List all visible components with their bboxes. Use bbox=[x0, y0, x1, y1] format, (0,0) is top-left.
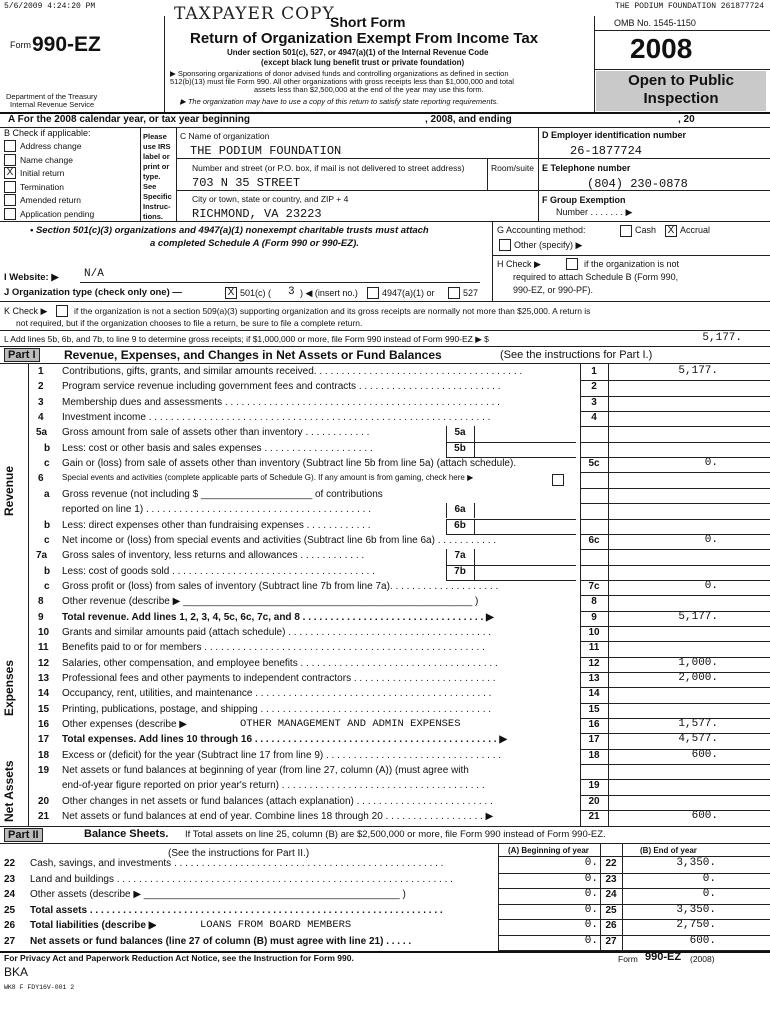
f-label-1: F Group Exemption bbox=[542, 195, 626, 205]
bs-line-number: 22 bbox=[4, 858, 16, 869]
box-number: 11 bbox=[588, 642, 600, 654]
col-b-header: (B) End of year bbox=[640, 846, 697, 855]
c-street-label: Number and street (or P.O. box, if mail is not delivered to street address) bbox=[192, 163, 465, 173]
line-text: Net assets or fund balances at end of year. Combine lines 18 through 20 . . . . . . . . . . . . . . . . . . ▶ bbox=[62, 811, 494, 823]
k-checkbox[interactable] bbox=[56, 305, 68, 317]
h-label-b: if the organization is not bbox=[584, 259, 680, 269]
b-checkbox[interactable] bbox=[4, 140, 16, 152]
amount-value[interactable]: 600. bbox=[691, 810, 718, 823]
org-city[interactable]: RICHMOND, VA 23223 bbox=[192, 207, 322, 221]
line-text: Other revenue (describe ▶ ____________________________________________________ ) bbox=[62, 596, 479, 608]
bs-end-value[interactable]: 3,350. bbox=[676, 903, 716, 916]
line-text: Printing, publications, postage, and shipping . . . . . . . . . . . . . . . . . . . . . . . . . . . . . . . . . . . . . . . . . . bbox=[62, 703, 492, 715]
h-label-3: 990-EZ, or 990-PF). bbox=[513, 285, 594, 295]
row-line bbox=[580, 549, 770, 550]
box-number: 2 bbox=[591, 381, 597, 393]
bs-row-line bbox=[498, 873, 770, 874]
cash-label: Cash bbox=[635, 225, 657, 235]
line-text: Professional fees and other payments to independent contractors . . . . . . . . . . . . . . . . . . . . . . . . . . bbox=[62, 673, 496, 684]
amount-value[interactable]: 600. bbox=[691, 748, 718, 761]
box-number: 8 bbox=[591, 596, 597, 608]
line-text: Benefits paid to or for members . . . . . . . . . . . . . . . . . . . . . . . . . . . . . . . . . . . . . . . . . . . . . . . . . . . bbox=[62, 642, 485, 654]
line-number: 11 bbox=[38, 642, 49, 654]
please-text: label or bbox=[143, 152, 170, 161]
h-label-2: required to attach Schedule B (Form 990, bbox=[513, 272, 679, 282]
line-text: Total expenses. Add lines 10 through 16 . . . . . . . . . . . . . . . . . . . . . . . . . . . . . . . . . . . . . . . . . . . . ▶ bbox=[62, 734, 508, 746]
subtitle-1: Under section 501(c), 527, or 4947(a)(1) of the Internal Revenue Code bbox=[227, 48, 489, 57]
website-label: I Website: ▶ bbox=[4, 272, 59, 283]
line-number: 14 bbox=[38, 688, 50, 700]
please-text: type. bbox=[143, 172, 161, 181]
bs-box-number: 23 bbox=[605, 873, 617, 885]
row-line bbox=[580, 626, 770, 627]
footer-form-number: 990-EZ bbox=[645, 951, 682, 963]
row-line bbox=[580, 718, 770, 719]
amount-value[interactable]: 2,000. bbox=[678, 672, 718, 684]
please-text: use IRS bbox=[143, 142, 171, 151]
row-line bbox=[580, 595, 770, 596]
line-text: Gross revenue (not including $ ____________________ of contributions bbox=[62, 488, 383, 500]
row-line bbox=[580, 779, 770, 780]
b-checkbox[interactable] bbox=[4, 194, 16, 206]
please-text: tions. bbox=[143, 212, 163, 221]
l-label: L Add lines 5b, 6b, and 7b, to line 9 to determine gross receipts; if $1,000,000 or more, file Form 990 instead of Form 990-EZ ▶ $ bbox=[4, 334, 489, 344]
inner-box-number: 5a bbox=[454, 427, 466, 439]
b-item-label: Address change bbox=[20, 141, 82, 151]
form-number: 990-EZ bbox=[32, 33, 101, 56]
bs-line-number: 25 bbox=[4, 904, 16, 916]
row-line bbox=[580, 426, 770, 427]
inner-box-border bbox=[474, 565, 475, 580]
line-text: Contributions, gifts, grants, and similar amounts received. . . . . . . . . . . . . . . . . . . . . . . . . . . . . . . . . . . . . . bbox=[62, 366, 523, 377]
bs-line-number: 26 bbox=[4, 920, 16, 931]
row-line bbox=[580, 764, 770, 765]
bs-line-number: 27 bbox=[4, 935, 16, 947]
omb-number: OMB No. 1545-1150 bbox=[614, 18, 696, 28]
line-number: b bbox=[44, 519, 51, 531]
line-number: 7a bbox=[36, 550, 48, 562]
row-line bbox=[580, 795, 770, 796]
bs-box-number: 26 bbox=[605, 920, 617, 931]
please-text: See bbox=[143, 182, 157, 191]
line-number: 6 bbox=[38, 473, 44, 485]
line-number: c bbox=[44, 580, 50, 592]
bs-beginning-value[interactable]: 0. bbox=[584, 872, 598, 885]
bs-end-value[interactable]: 3,350. bbox=[676, 857, 716, 869]
line-number: 15 bbox=[38, 703, 50, 715]
footer-form-prefix: Form bbox=[618, 954, 638, 964]
f-label-2: Number . . . . . . . ▶ bbox=[556, 207, 633, 217]
inner-box-border bbox=[474, 426, 475, 441]
line-number: c bbox=[44, 534, 50, 546]
please-text: Specific bbox=[143, 192, 172, 201]
c-room-label: Room/suite bbox=[491, 163, 534, 173]
line-text: Less: cost or other basis and sales expenses . . . . . . . . . . . . . . . . . . . . bbox=[62, 442, 373, 454]
row-line bbox=[580, 396, 770, 397]
bs-line-text: Net assets or fund balances (line 27 of column (B) must agree with line 21) . . . . . bbox=[30, 935, 412, 947]
line-text: Total revenue. Add lines 1, 2, 3, 4, 5c, 6c, 7c, and 8 . . . . . . . . . . . . . . . . . . . . . . . . . . . . . . . . . ▶ bbox=[62, 611, 494, 623]
footer-tiny-code: WK8 F FDY16V-001 2 bbox=[4, 984, 75, 991]
inner-box-border bbox=[446, 426, 447, 441]
col-a-header: (A) Beginning of year bbox=[508, 846, 589, 855]
line-number: b bbox=[44, 565, 51, 577]
line-a-end: , 20 bbox=[678, 114, 695, 125]
501c-insert-label: ) ◀ (insert no.) bbox=[300, 288, 358, 298]
line-text: Less: cost of goods sold . . . . . . . . . . . . . . . . . . . . . . . . . . . . . . . . . . . . . bbox=[62, 565, 375, 577]
website-value[interactable]: N/A bbox=[84, 268, 104, 280]
row-line bbox=[580, 411, 770, 412]
line-text: Special events and activities (complete applicable parts of Schedule G). If any amount is from gaming, check here ▶ bbox=[62, 473, 474, 483]
inner-box-number: 7a bbox=[454, 550, 466, 562]
box-number: 13 bbox=[588, 673, 600, 684]
bs-box-number: 22 bbox=[605, 858, 617, 869]
bs-end-value[interactable]: 0. bbox=[702, 888, 716, 900]
line-number: 3 bbox=[38, 396, 44, 408]
line-number: 9 bbox=[38, 611, 44, 623]
side-label-revenue: Revenue bbox=[2, 465, 16, 516]
row-line bbox=[580, 488, 770, 489]
row-line bbox=[580, 580, 770, 581]
bs-beginning-value[interactable]: 0. bbox=[584, 919, 598, 931]
bs-beginning-value[interactable]: 0. bbox=[584, 903, 598, 916]
part1-tag: Part I bbox=[4, 348, 40, 362]
b-checkbox[interactable] bbox=[4, 154, 16, 166]
row-line bbox=[580, 687, 770, 688]
k-text-2: not required, but if the organization chooses to file a return, be sure to file a complete return. bbox=[16, 318, 363, 328]
note-1: ▶ Sponsoring organizations of donor advised funds and controlling organizations as defined in section bbox=[170, 69, 509, 78]
part2-instructions: (See the instructions for Part II.) bbox=[168, 848, 310, 859]
row-line bbox=[580, 457, 770, 458]
box-number: 14 bbox=[588, 688, 600, 700]
bs-end-value[interactable]: 0. bbox=[702, 872, 716, 885]
c-name-label: C Name of organization bbox=[180, 131, 270, 141]
subtitle-2: (except black lung benefit trust or private foundation) bbox=[261, 58, 465, 67]
side-label-net-assets: Net Assets bbox=[2, 760, 16, 822]
line-text: Investment income . . . . . . . . . . . . . . . . . . . . . . . . . . . . . . . . . . . . . . . . . . . . . . . . . . . . . . . . . . . . . . bbox=[62, 412, 491, 424]
4947-label: 4947(a)(1) or bbox=[382, 288, 435, 298]
line-number: 16 bbox=[38, 719, 50, 731]
row-line bbox=[580, 380, 770, 381]
box-number: 17 bbox=[588, 734, 600, 746]
line-number: 21 bbox=[38, 811, 50, 823]
note-2: 512(b)(13) must file Form 990. All other organizations with gross receipts less than $1,000,000 and total bbox=[170, 77, 514, 86]
amount-value[interactable]: 5,177. bbox=[678, 610, 718, 623]
box-number: 18 bbox=[588, 749, 600, 761]
bs-beginning-value[interactable]: 0. bbox=[584, 934, 598, 947]
schedule-a-note-2: a completed Schedule A (Form 990 or 990-EZ). bbox=[150, 238, 359, 249]
line-number: 13 bbox=[38, 673, 50, 684]
inner-box-number: 5b bbox=[454, 442, 466, 454]
please-text: print or bbox=[143, 162, 170, 171]
b-checkbox[interactable] bbox=[4, 181, 16, 193]
box-number: 21 bbox=[588, 811, 600, 823]
bs-row-line bbox=[498, 935, 770, 936]
fax-header-left: 5/6/2009 4:24:20 PM bbox=[4, 2, 96, 11]
inner-box-number: 6a bbox=[454, 504, 466, 516]
note-3: assets less than $2,500,000 at the end of the year may use this form. bbox=[254, 85, 484, 94]
bs-row-line bbox=[498, 919, 770, 920]
line-number: a bbox=[44, 488, 50, 500]
inner-box-border bbox=[446, 549, 447, 564]
please-text: Please bbox=[143, 132, 167, 141]
amount-value[interactable]: 0. bbox=[704, 533, 718, 546]
box-number: 4 bbox=[591, 412, 597, 424]
line-describe[interactable]: OTHER MANAGEMENT AND ADMIN EXPENSES bbox=[240, 718, 461, 731]
line-text: Other expenses (describe ▶ bbox=[62, 719, 187, 731]
h-checkbox[interactable] bbox=[566, 258, 578, 270]
inner-box-number: 7b bbox=[454, 565, 466, 577]
line-number: b bbox=[44, 442, 51, 454]
row-line bbox=[580, 611, 770, 612]
bs-line-text: Total assets . . . . . . . . . . . . . . . . . . . . . . . . . . . . . . . . . . . . . . . . . . . . . . . . . . . . . . . . . . . . . . . . bbox=[30, 904, 443, 916]
other-method-label: Other (specify) ▶ bbox=[514, 240, 583, 250]
inner-box-number: 6b bbox=[454, 519, 466, 531]
handwritten-note: TAXPAYER COPY bbox=[174, 4, 335, 24]
line-text: reported on line 1) . . . . . . . . . . . . . . . . . . . . . . . . . . . . . . . . . . . . . . . . . bbox=[62, 504, 371, 516]
row-line bbox=[580, 442, 770, 443]
line-a-mid: , 2008, and ending bbox=[425, 114, 512, 125]
line-a-label: A For the 2008 calendar year, or tax year beginning bbox=[8, 114, 250, 125]
line-text: Grants and similar amounts paid (attach schedule) . . . . . . . . . . . . . . . . . . . . . . . . . . . . . . . . . . . . . bbox=[62, 626, 492, 638]
c-city-label: City or town, state or country, and ZIP + 4 bbox=[192, 194, 349, 204]
line-number: 4 bbox=[38, 412, 44, 424]
g-label: G Accounting method: bbox=[497, 225, 586, 235]
inner-box-border bbox=[446, 519, 447, 534]
line-text: Membership dues and assessments . . . . . . . . . . . . . . . . . . . . . . . . . . . . . . . . . . . . . . . . . . . . . . . . . . bbox=[62, 396, 500, 408]
line-number: 17 bbox=[38, 734, 50, 746]
d-label: D Employer identification number bbox=[542, 130, 687, 140]
gaming-checkbox[interactable] bbox=[552, 474, 564, 486]
line-number: 20 bbox=[38, 795, 50, 807]
b-checkbox[interactable] bbox=[4, 208, 16, 220]
bs-beginning-value[interactable]: 0. bbox=[584, 888, 598, 900]
tax-year: 2008 bbox=[630, 33, 693, 64]
bs-line-number: 24 bbox=[4, 889, 16, 900]
row-line bbox=[580, 503, 770, 504]
line-text: Gain or (loss) from sale of assets other than inventory (Subtract line 5b from line 5a) (attach schedule). bbox=[62, 458, 517, 470]
b-item-label: Name change bbox=[20, 154, 73, 165]
line-number: c bbox=[44, 458, 50, 470]
row-line bbox=[580, 565, 770, 566]
bs-line-number: 23 bbox=[4, 873, 16, 885]
bs-box-number: 27 bbox=[605, 935, 617, 947]
bs-line-text: Total liabilities (describe ▶ bbox=[30, 920, 157, 931]
bs-line-text: Land and buildings . . . . . . . . . . . . . . . . . . . . . . . . . . . . . . . . . . . . . . . . . . . . . . . . . . . . . . . . . . . . . bbox=[30, 873, 453, 885]
phone-value[interactable]: (804) 230-0878 bbox=[587, 177, 688, 191]
line-text: Program service revenue including government fees and contracts . . . . . . . . . . . . . . . . . . . . . . . . . . bbox=[62, 381, 501, 393]
527-checkbox[interactable] bbox=[448, 287, 460, 299]
schedule-a-note-1: • Section 501(c)(3) organizations and 4947(a)(1) nonexempt charitable trusts must attach bbox=[30, 225, 429, 236]
h-label: H Check ▶ bbox=[497, 259, 541, 269]
line-text: Gross sales of inventory, less returns and allowances . . . . . . . . . . . . bbox=[62, 550, 365, 562]
line-number: 12 bbox=[38, 657, 50, 669]
amount-value[interactable]: 4,577. bbox=[678, 733, 718, 746]
dept-line-2: Internal Revenue Service bbox=[10, 100, 95, 109]
box-number: 20 bbox=[588, 795, 600, 807]
privacy-notice: For Privacy Act and Paperwork Reduction Act Notice, see the Instruction for Form 990. bbox=[4, 953, 354, 963]
501c-checkbox[interactable]: X bbox=[225, 287, 237, 299]
bs-box-number: 24 bbox=[605, 889, 617, 900]
accrual-label: Accrual bbox=[680, 225, 711, 235]
row-line bbox=[580, 657, 770, 658]
amount-value[interactable]: 1,577. bbox=[678, 718, 718, 731]
bs-beginning-value[interactable]: 0. bbox=[584, 857, 598, 869]
fax-header-right: THE PODIUM FOUNDATION 261877724 bbox=[615, 2, 764, 11]
line-text: Gross amount from sale of assets other than inventory . . . . . . . . . . . . bbox=[62, 427, 370, 439]
bs-describe[interactable]: LOANS FROM BOARD MEMBERS bbox=[200, 919, 352, 931]
row-line bbox=[580, 519, 770, 520]
j-label: J Organization type (check only one) — bbox=[4, 287, 182, 298]
b-item-label: Initial return bbox=[20, 168, 65, 178]
gross-receipts-value[interactable]: 5,177. bbox=[702, 332, 742, 344]
amount-value[interactable]: 0. bbox=[704, 457, 718, 470]
box-number: 5c bbox=[588, 458, 600, 470]
part2-title-note: If Total assets on line 25, column (B) are $2,500,000 or more, file Form 990 instead of Form 990-EZ. bbox=[185, 829, 606, 840]
line-text: Gross profit or (loss) from sales of inventory (Subtract line 7b from line 7a). . . . . . . . . . . . . . . . . . . . bbox=[62, 580, 499, 592]
k-label: K Check ▶ bbox=[4, 306, 48, 316]
title-main: Return of Organization Exempt From Income Tax bbox=[190, 30, 539, 47]
501c-number[interactable]: 3 bbox=[288, 286, 295, 298]
bs-end-value[interactable]: 2,750. bbox=[676, 919, 716, 931]
cash-checkbox[interactable] bbox=[620, 225, 632, 237]
please-text: Instruc- bbox=[143, 202, 171, 211]
bs-line-text: Cash, savings, and investments . . . . . . . . . . . . . . . . . . . . . . . . . . . . . . . . . . . . . . . . . . . . . . . . . bbox=[30, 858, 444, 869]
section-b-title: B Check if applicable: bbox=[4, 128, 91, 138]
row-line bbox=[580, 472, 770, 473]
inner-box-border bbox=[446, 442, 447, 457]
row-line bbox=[580, 703, 770, 704]
inner-box-border bbox=[446, 503, 447, 518]
line-number: 18 bbox=[38, 749, 50, 761]
box-number: 1 bbox=[591, 366, 597, 377]
open-to-public-line-1: Open to Public bbox=[628, 72, 734, 89]
org-name[interactable]: THE PODIUM FOUNDATION bbox=[190, 144, 342, 158]
row-line bbox=[580, 672, 770, 673]
box-number: 9 bbox=[591, 611, 597, 623]
inner-box-border bbox=[474, 442, 475, 457]
row-line bbox=[580, 534, 770, 535]
dept-line-1: Department of the Treasury bbox=[6, 92, 98, 101]
line-text: Net assets or fund balances at beginning of year (from line 27, column (A)) (must agree with bbox=[62, 765, 469, 777]
527-label: 527 bbox=[463, 288, 479, 298]
part2-title: Balance Sheets. bbox=[84, 828, 169, 840]
line-number: 19 bbox=[38, 765, 50, 777]
inner-box-border bbox=[474, 519, 475, 534]
accrual-checkbox[interactable]: X bbox=[665, 225, 677, 237]
bs-end-value[interactable]: 600. bbox=[689, 934, 716, 947]
box-number: 10 bbox=[588, 626, 600, 638]
ein-value[interactable]: 26-1877724 bbox=[570, 144, 643, 158]
inner-box-border bbox=[474, 549, 475, 564]
line-number: 1 bbox=[38, 366, 44, 377]
part1-title-note: (See the instructions for Part I.) bbox=[500, 349, 653, 361]
footer-code: BKA bbox=[4, 965, 29, 979]
k-text-1: if the organization is not a section 509(a)(3) supporting organization and its gross receipts are normally not more than $25,000. A return is bbox=[74, 306, 591, 316]
501c-label: 501(c) ( bbox=[240, 288, 272, 298]
box-number: 7c bbox=[588, 580, 600, 592]
side-label-expenses: Expenses bbox=[2, 659, 16, 716]
line-text: Other changes in net assets or fund balances (attach explanation) . . . . . . . . . . . . . . . . . . . . . . . . . bbox=[62, 795, 493, 807]
bs-row-line bbox=[498, 888, 770, 889]
org-street[interactable]: 703 N 35 STREET bbox=[192, 176, 301, 190]
bs-line-text: Other assets (describe ▶ ______________________________________________ ) bbox=[30, 889, 406, 900]
row-line bbox=[580, 749, 770, 750]
open-to-public-line-2: Inspection bbox=[643, 90, 719, 107]
box-number: 3 bbox=[591, 396, 597, 408]
inner-box-border bbox=[474, 503, 475, 518]
box-number: 15 bbox=[588, 703, 600, 715]
b-item-label: Amended return bbox=[20, 195, 81, 205]
inner-box-border bbox=[446, 565, 447, 580]
row-line bbox=[580, 641, 770, 642]
row-line bbox=[580, 733, 770, 734]
line-text: Occupancy, rent, utilities, and maintenance . . . . . . . . . . . . . . . . . . . . . . . . . . . . . . . . . . . . . . . . . . . bbox=[62, 688, 492, 700]
amount-value[interactable]: 0. bbox=[704, 579, 718, 592]
form-label: Form bbox=[10, 40, 31, 50]
4947-checkbox[interactable] bbox=[367, 287, 379, 299]
amount-value[interactable]: 1,000. bbox=[678, 656, 718, 669]
line-text: end-of-year figure reported on prior year's return) . . . . . . . . . . . . . . . . . . . . . . . . . . . . . . . . . . . . . bbox=[62, 780, 485, 792]
line-number: 2 bbox=[38, 381, 44, 393]
part2-tag: Part II bbox=[4, 828, 43, 842]
line-text: Less: direct expenses other than fundraising expenses . . . . . . . . . . . . bbox=[62, 519, 371, 531]
box-number: 16 bbox=[588, 719, 600, 731]
b-checkbox[interactable]: X bbox=[4, 167, 16, 179]
line-text: Excess or (deficit) for the year (Subtract line 17 from line 9) . . . . . . . . . . . . . . . . . . . . . . . . . . . . . . . . bbox=[62, 749, 502, 761]
b-item-label: Application pending bbox=[20, 208, 95, 219]
line-number: 5a bbox=[36, 427, 48, 439]
part1-title: Revenue, Expenses, and Changes in Net Assets or Fund Balances bbox=[64, 348, 442, 362]
bs-row-line bbox=[498, 904, 770, 905]
open-to-public-box bbox=[596, 71, 766, 111]
box-number: 12 bbox=[588, 657, 600, 669]
b-item-label: Termination bbox=[20, 181, 64, 192]
other-method-checkbox[interactable] bbox=[499, 239, 511, 251]
box-number: 19 bbox=[588, 780, 600, 792]
bs-box-number: 25 bbox=[605, 904, 617, 916]
line-number: 8 bbox=[38, 596, 44, 608]
e-label: E Telephone number bbox=[542, 163, 631, 173]
amount-value[interactable]: 5,177. bbox=[678, 365, 718, 377]
line-text: Salaries, other compensation, and employee benefits . . . . . . . . . . . . . . . . . . . . . . . . . . . . . . . . . . . . bbox=[62, 657, 498, 669]
footer-form-year: (2008) bbox=[690, 954, 715, 964]
line-text: Net income or (loss) from special events and activities (Subtract line 6b from line 6a) . . . . . . . . . . . bbox=[62, 534, 497, 546]
row-line bbox=[580, 810, 770, 811]
note-4: ▶ The organization may have to use a copy of this return to satisfy state reporting requirements. bbox=[180, 97, 499, 106]
line-number: 10 bbox=[38, 626, 50, 638]
title-short: Short Form bbox=[330, 14, 406, 30]
box-number: 6c bbox=[588, 534, 600, 546]
